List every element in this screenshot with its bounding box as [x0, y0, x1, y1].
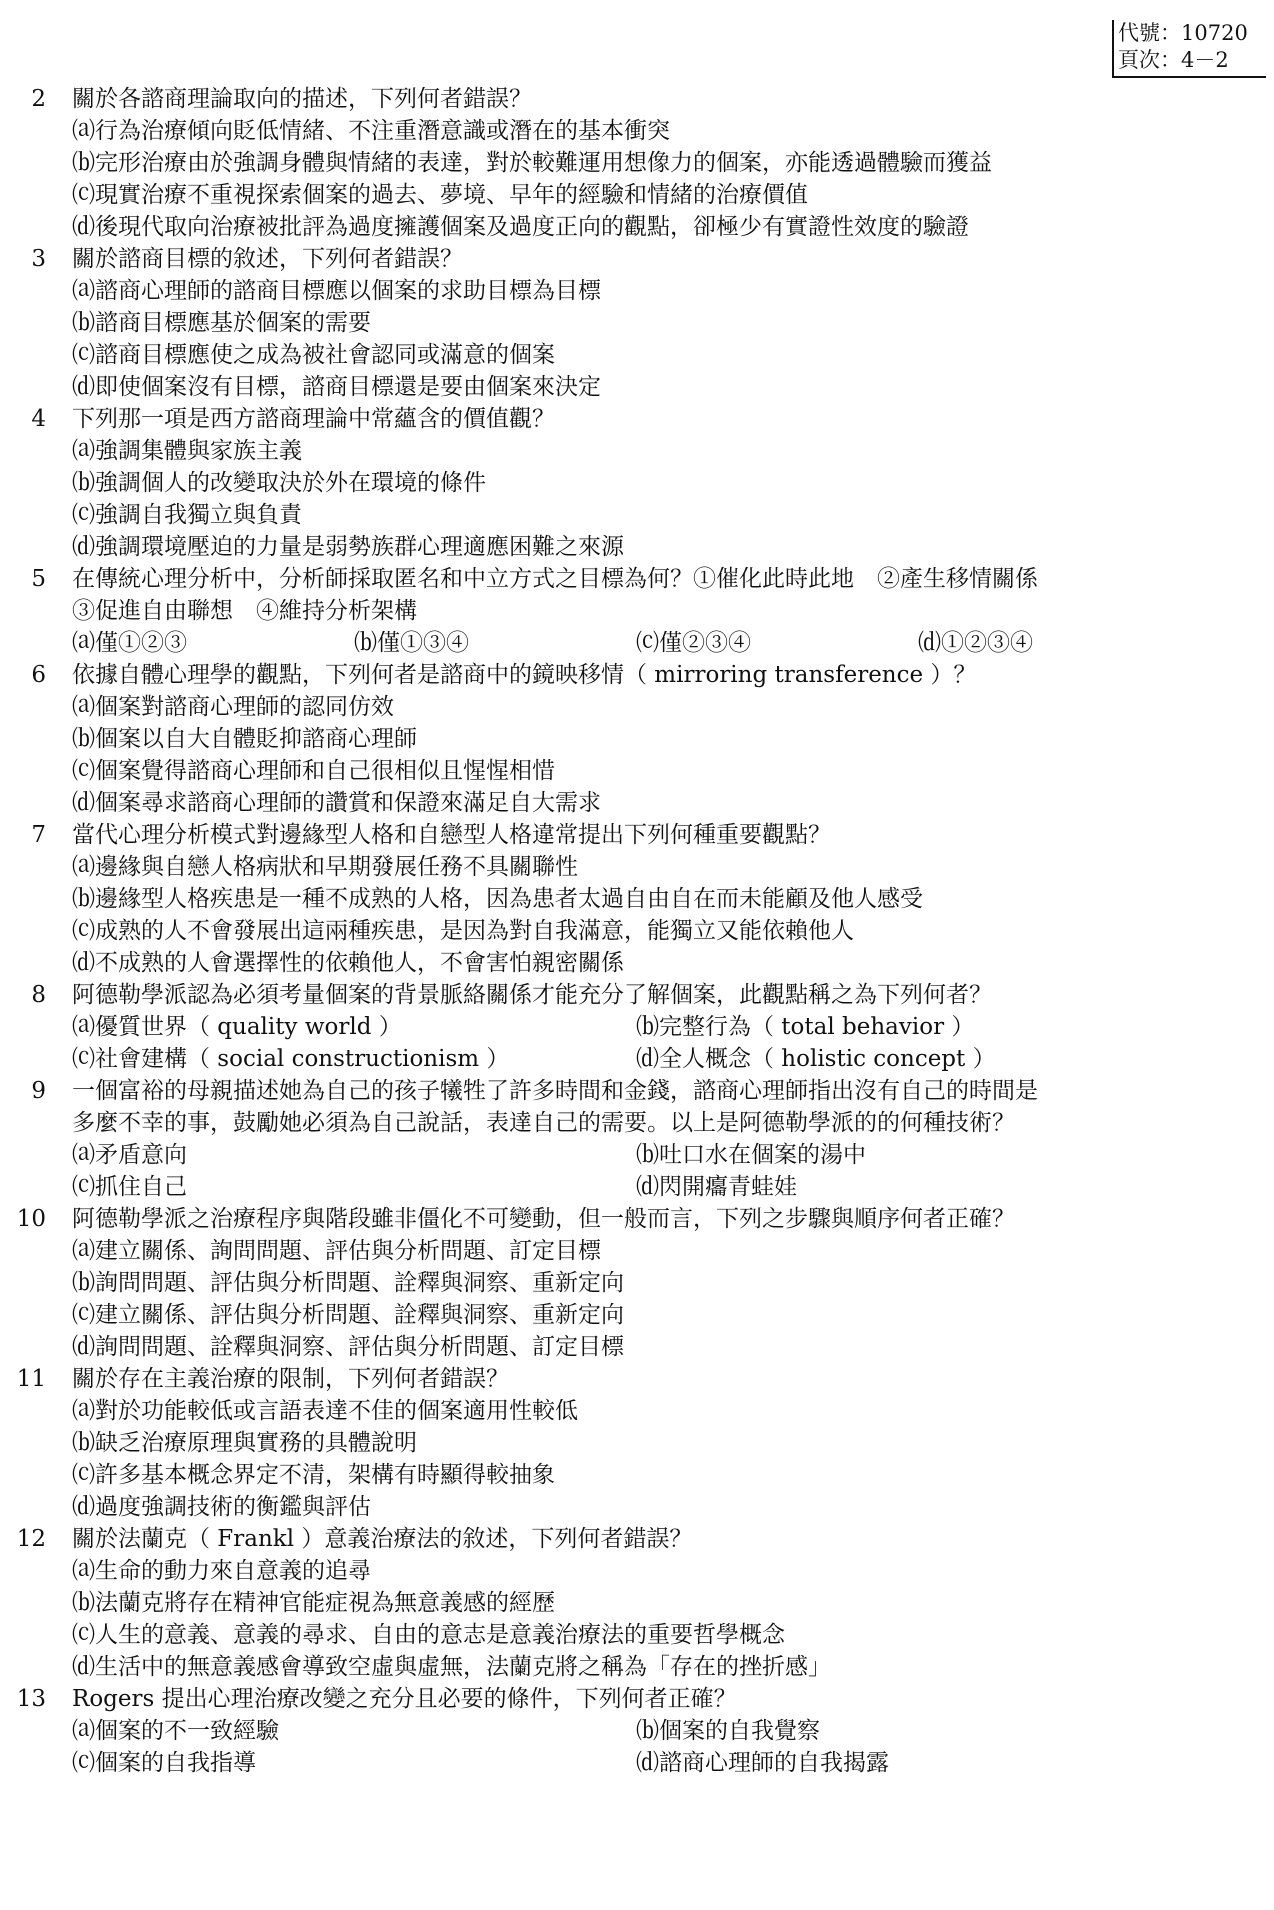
question-stem: 關於法蘭克（ Frankl ）意義治療法的敘述，下列何者錯誤？: [72, 1526, 693, 1552]
question-stem: 依據自體心理學的觀點，下列何者是諮商中的鏡映移情（ mirroring transference ）？: [72, 662, 977, 688]
question-stem: 阿德勒學派認為必須考量個案的背景脈絡關係才能充分了解個案，此觀點稱之為下列何者？: [72, 982, 992, 1008]
question-number: 2: [31, 86, 46, 112]
answer-option: ⒝個案以自大自體貶抑諮商心理師: [72, 726, 417, 752]
answer-option: ⒝個案的自我覺察: [636, 1718, 820, 1744]
answer-option-row: [72, 1171, 1274, 1203]
question-item: [0, 1523, 1274, 1683]
answer-option: ⒞建立關係、評估與分析問題、詮釋與洞察、重新定向: [72, 1302, 624, 1328]
question-item: [0, 1683, 1274, 1779]
question-stem: 在傳統心理分析中，分析師採取匿名和中立方式之目標為何？①催化此時此地 ②產生移情關係: [72, 566, 1038, 592]
answer-option: ⒞個案的自我指導: [72, 1750, 256, 1776]
answer-option: ⒝強調個人的改變取決於外在環境的條件: [72, 470, 486, 496]
answer-option: ⒝僅①③④: [354, 630, 469, 656]
answer-option: ⒟不成熟的人會選擇性的依賴他人，不會害怕親密關係: [72, 950, 624, 976]
question-stem: ③促進自由聯想 ④維持分析架構: [72, 598, 417, 624]
answer-option: ⒞許多基本概念界定不清，架構有時顯得較抽象: [72, 1462, 555, 1488]
question-number: 3: [31, 246, 46, 272]
answer-option: ⒜建立關係、詢問問題、評估與分析問題、訂定目標: [72, 1238, 601, 1264]
question-stem: 下列那一項是西方諮商理論中常蘊含的價值觀？: [72, 406, 555, 432]
question-stem: Rogers 提出心理治療改變之充分且必要的條件，下列何者正確？: [72, 1686, 737, 1712]
question-stem: 多麼不幸的事，鼓勵她必須為自己說話，表達自己的需要。以上是阿德勒學派的的何種技術？: [72, 1110, 1015, 1136]
answer-option-row: [72, 1747, 1274, 1779]
answer-option: ⒝邊緣型人格疾患是一種不成熟的人格，因為患者太過自由自在而未能顧及他人感受: [72, 886, 923, 912]
answer-option: ⒜行為治療傾向貶低情緒、不注重潛意識或潛在的基本衝突: [72, 118, 670, 144]
question-stem: 阿德勒學派之治療程序與階段雖非僵化不可變動，但一般而言，下列之步驟與順序何者正確？: [72, 1206, 1015, 1232]
answer-option: ⒜優質世界（ quality world ）: [72, 1014, 402, 1040]
answer-option-row: [72, 1139, 1274, 1171]
answer-option: ⒞人生的意義、意義的尋求、自由的意志是意義治療法的重要哲學概念: [72, 1622, 785, 1648]
answer-option: ⒞強調自我獨立與負責: [72, 502, 302, 528]
answer-option: ⒜生命的動力來自意義的追尋: [72, 1558, 371, 1584]
answer-option: ⒟詢問問題、詮釋與洞察、評估與分析問題、訂定目標: [72, 1334, 624, 1360]
question-item: [0, 1363, 1274, 1523]
answer-option: ⒞成熟的人不會發展出這兩種疾患，是因為對自我滿意，能獨立又能依賴他人: [72, 918, 854, 944]
answer-option: ⒞僅②③④: [636, 630, 751, 656]
answer-option: ⒝詢問問題、評估與分析問題、詮釋與洞察、重新定向: [72, 1270, 624, 1296]
answer-option: ⒞現實治療不重視探索個案的過去、夢境、早年的經驗和情緒的治療價值: [72, 182, 808, 208]
question-item: [0, 819, 1274, 979]
answer-option: ⒞諮商目標應使之成為被社會認同或滿意的個案: [72, 342, 555, 368]
answer-option: ⒜矛盾意向: [72, 1142, 187, 1168]
question-number: 6: [31, 662, 46, 688]
question-item: [0, 243, 1274, 403]
answer-option: ⒟即使個案沒有目標，諮商目標還是要由個案來決定: [72, 374, 601, 400]
answer-option: ⒜個案對諮商心理師的認同仿效: [72, 694, 394, 720]
answer-option: ⒟閃開癟青蛙娃: [636, 1174, 797, 1200]
question-stem: 關於各諮商理論取向的描述，下列何者錯誤？: [72, 86, 532, 112]
question-stem: 一個富裕的母親描述她為自己的孩子犧牲了許多時間和金錢，諮商心理師指出沒有自己的時間是: [72, 1078, 1038, 1104]
question-item: [0, 83, 1274, 243]
question-item: [0, 1075, 1274, 1203]
question-item: [0, 1203, 1274, 1363]
answer-option: ⒟強調環境壓迫的力量是弱勢族群心理適應困難之來源: [72, 534, 624, 560]
answer-option-row: [72, 1011, 1274, 1043]
question-number: 9: [31, 1078, 46, 1104]
answer-option-row: [72, 1715, 1274, 1747]
question-item: [0, 403, 1274, 563]
answer-option: ⒟①②③④: [918, 630, 1033, 656]
answer-option: ⒝完整行為（ total behavior ）: [636, 1014, 975, 1040]
answer-option: ⒞抓住自己: [72, 1174, 187, 1200]
question-number: 8: [31, 982, 46, 1008]
answer-option: ⒜諮商心理師的諮商目標應以個案的求助目標為目標: [72, 278, 601, 304]
answer-option: ⒟諮商心理師的自我揭露: [636, 1750, 889, 1776]
question-number: 13: [16, 1686, 46, 1712]
question-stem: 關於諮商目標的敘述，下列何者錯誤？: [72, 246, 463, 272]
question-stem: 關於存在主義治療的限制，下列何者錯誤？: [72, 1366, 509, 1392]
question-item: [0, 659, 1274, 819]
answer-option: ⒜僅①②③: [72, 630, 187, 656]
answer-option: ⒝完形治療由於強調身體與情緒的表達，對於較難運用想像力的個案，亦能透過體驗而獲益: [72, 150, 992, 176]
answer-option: ⒝缺乏治療原理與實務的具體說明: [72, 1430, 417, 1456]
answer-option-row: [72, 1043, 1274, 1075]
answer-option-row: [72, 627, 1274, 659]
answer-option: ⒜對於功能較低或言語表達不佳的個案適用性較低: [72, 1398, 578, 1424]
answer-option: ⒟個案尋求諮商心理師的讚賞和保證來滿足自大需求: [72, 790, 601, 816]
answer-option: ⒝吐口水在個案的湯中: [636, 1142, 866, 1168]
question-number: 7: [31, 822, 46, 848]
page-number: 頁次：4－2: [1118, 48, 1229, 72]
question-item: [0, 563, 1274, 659]
exam-code-box: [1112, 20, 1266, 78]
answer-option: ⒜邊緣與自戀人格病狀和早期發展任務不具關聯性: [72, 854, 578, 880]
question-list: [0, 83, 1274, 1779]
answer-option: ⒟後現代取向治療被批評為過度擁護個案及過度正向的觀點，卻極少有實證性效度的驗證: [72, 214, 969, 240]
answer-option: ⒜強調集體與家族主義: [72, 438, 302, 464]
question-stem: 當代心理分析模式對邊緣型人格和自戀型人格違常提出下列何種重要觀點？: [72, 822, 831, 848]
question-item: [0, 979, 1274, 1075]
answer-option: ⒞個案覺得諮商心理師和自己很相似且惺惺相惜: [72, 758, 555, 784]
exam-code: 代號：10720: [1118, 21, 1248, 45]
answer-option: ⒝諮商目標應基於個案的需要: [72, 310, 371, 336]
answer-option: ⒝法蘭克將存在精神官能症視為無意義感的經歷: [72, 1590, 555, 1616]
question-number: 4: [31, 406, 46, 432]
answer-option: ⒟全人概念（ holistic concept ）: [636, 1046, 996, 1072]
answer-option: ⒞社會建構（ social constructionism ）: [72, 1046, 510, 1072]
question-number: 11: [16, 1366, 46, 1392]
question-number: 5: [31, 566, 46, 592]
answer-option: ⒟生活中的無意義感會導致空虛與虛無，法蘭克將之稱為「存在的挫折感」: [72, 1654, 831, 1680]
answer-option: ⒜個案的不一致經驗: [72, 1718, 279, 1744]
answer-option: ⒟過度強調技術的衡鑑與評估: [72, 1494, 371, 1520]
question-number: 10: [16, 1206, 46, 1232]
question-number: 12: [16, 1526, 46, 1552]
